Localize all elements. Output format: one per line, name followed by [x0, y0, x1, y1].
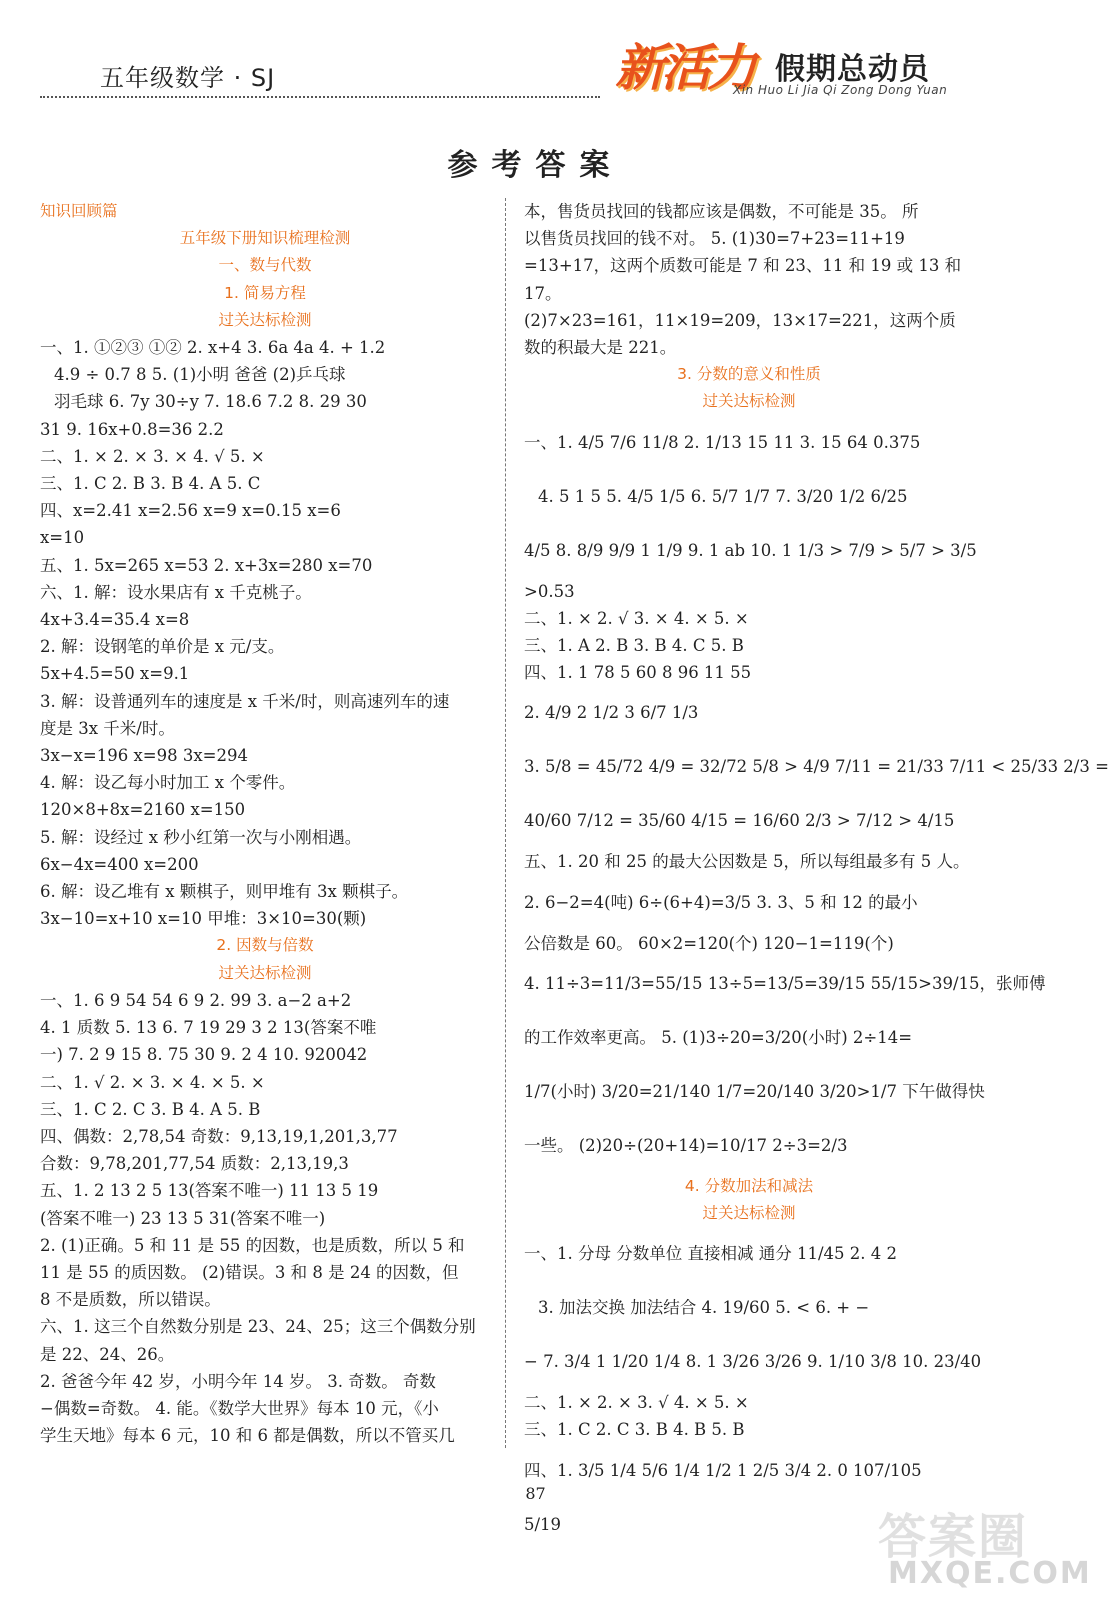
answer-line: 合数：9,78,201,77,54 质数：2,13,19,3 [40, 1154, 349, 1174]
answer-line: 4. 11÷3=11/3=55/15 13÷5=13/5=39/15 55/15>39/15，张师傅 [524, 973, 1046, 993]
answer-line: 二、1. × 2. × 3. √ 4. × 5. × [524, 1393, 749, 1413]
logo-pinyin: Xin Huo Li Jia Qi Zong Dong Yuan [733, 83, 948, 97]
answer-line: 一、1. 分母 分数单位 直接相减 通分 11/45 2. 4 2 [524, 1244, 897, 1264]
answer-line: 过关达标检测 [218, 310, 312, 329]
answer-line: 6x−4x=400 x=200 [40, 854, 199, 874]
answer-line: 2. 6−2=4(吨) 6÷(6+4)=3/5 3. 3、5 和 12 的最小 [524, 892, 918, 912]
answer-line: 2. 解：设钢笔的单价是 x 元/支。 [40, 637, 285, 657]
answer-line: 120×8+8x=2160 x=150 [40, 800, 246, 820]
answer-line: 一、数与代数 [218, 256, 312, 275]
answer-line: 学生天地》每本 6 元，10 和 6 都是偶数，所以不管买几 [40, 1426, 455, 1446]
answer-line: 5x+4.5=50 x=9.1 [40, 664, 190, 684]
logo-brand-text: 假期总动员 [775, 52, 930, 87]
answer-line: 五、1. 2 13 2 5 13(答案不唯一) 11 13 5 19 [40, 1181, 379, 1201]
column-divider [505, 198, 506, 1448]
answer-line: 数的积最大是 221。 [524, 338, 677, 358]
answer-line: 四、1. 3/5 1/4 5/6 1/4 1/2 1 2/5 3/4 2. 0 107/105 [524, 1460, 922, 1480]
answer-line: 2. (1)正确。5 和 11 是 55 的因数，也是质数，所以 5 和 [40, 1235, 465, 1255]
answer-line: 1/7(小时) 3/20=21/140 1/7=20/140 3/20>1/7 下午做得快 [524, 1081, 985, 1101]
answer-line: 3x−10=x+10 x=10 甲堆：3×10=30(颗) [40, 909, 367, 929]
answer-line: 是 22、24、26。 [40, 1344, 175, 1364]
answer-line: 过关达标检测 [702, 1204, 796, 1223]
answer-line: 羽毛球 6. 7y 30÷y 7. 18.6 7.2 8. 29 30 [54, 392, 367, 412]
left-column [40, 198, 490, 1449]
answer-line: 11 是 55 的质因数。 (2)错误。3 和 8 是 24 的因数，但 [40, 1262, 459, 1282]
answer-line: >0.53 [524, 581, 575, 601]
answer-line: 以售货员找回的钱不对。 5. (1)30=7+23=11+19 [524, 229, 905, 249]
answer-line: 三、1. A 2. B 3. B 4. C 5. B [524, 636, 744, 656]
answer-line: 2. 因数与倍数 [216, 936, 314, 955]
answer-line: 5/19 [524, 1514, 562, 1534]
answer-line: 二、1. √ 2. × 3. × 4. × 5. × [40, 1072, 265, 1092]
answer-line: 一、1. 6 9 54 54 6 9 2. 99 3. a−2 a+2 [40, 990, 352, 1010]
answer-line: 4. 5 1 5 5. 4/5 1/5 6. 5/7 1/7 7. 3/20 1/2 6/25 [538, 486, 908, 506]
answer-line: 一些。 (2)20÷(20+14)=10/17 2÷3=2/3 [524, 1135, 848, 1155]
answer-line: − 7. 3/4 1 1/20 1/4 8. 1 3/26 3/26 9. 1/10 3/8 10. 23/40 [524, 1352, 982, 1372]
header-left-title: 五年级数学 · SJ [100, 64, 276, 92]
answer-line: (答案不唯一) 23 13 5 31(答案不唯一) [40, 1208, 326, 1228]
answer-line: 3. 分数的意义和性质 [677, 365, 821, 384]
answer-line: 3. 加法交换 加法结合 4. 19/60 5. < 6. + − [538, 1298, 870, 1318]
answer-line: 本，售货员找回的钱都应该是偶数，不可能是 35。 所 [524, 202, 919, 221]
answer-line: 4x+3.4=35.4 x=8 [40, 610, 190, 630]
answer-line: 4.9 ÷ 0.7 8 5. (1)小明 爸爸 (2)乒乓球 [54, 365, 346, 385]
answer-line: 三、1. C 2. C 3. B 4. B 5. B [524, 1420, 745, 1440]
answer-line: 一、1. ①②③ ①② 2. x+4 3. 6a 4a 4. + 1.2 [40, 338, 386, 358]
answer-line: =13+17，这两个质数可能是 7 和 23、11 和 19 或 13 和 [524, 256, 962, 276]
answer-line: (2)7×23=161，11×19=209，13×17=221，这两个质 [524, 310, 956, 330]
answer-line: 五、1. 20 和 25 的最大公因数是 5，所以每组最多有 5 人。 [524, 852, 970, 872]
header-rule [40, 96, 600, 98]
answer-line: 3x−x=196 x=98 3x=294 [40, 746, 248, 766]
answer-line: 四、偶数：2,78,54 奇数：9,13,19,1,201,3,77 [40, 1126, 398, 1146]
answer-line: 五年级下册知识梳理检测 [179, 229, 351, 248]
answer-line: 一) 7. 2 9 15 8. 75 30 9. 2 4 10. 920042 [40, 1045, 368, 1065]
answer-line: 17。 [524, 283, 562, 303]
answer-line: 2. 爸爸今年 42 岁，小明今年 14 岁。 3. 奇数。 奇数 [40, 1371, 436, 1391]
answer-line: 2. 4/9 2 1/2 3 6/7 1/3 [524, 703, 699, 723]
answer-line: 8 不是质数，所以错误。 [40, 1290, 221, 1310]
answer-line: 六、1. 这三个自然数分别是 23、24、25；这三个偶数分别 [40, 1317, 476, 1337]
answer-line: 过关达标检测 [702, 392, 796, 411]
answer-line: 4/5 8. 8/9 9/9 1 1/9 9. 1 ab 10. 1 1/3 > 7/9 > 5/7 > 3/5 [524, 540, 977, 560]
answer-line: 的工作效率更高。 5. (1)3÷20=3/20(小时) 2÷14= [524, 1027, 913, 1047]
answer-line: 3. 5/8 = 45/72 4/9 = 32/72 5/8 > 4/9 7/11 = 21/33 7/11 < 25/33 2/3 = [524, 757, 1109, 777]
answer-line: 四、x=2.41 x=2.56 x=9 x=0.15 x=6 [40, 501, 341, 521]
answer-line: 一、1. 4/5 7/6 11/8 2. 1/13 15 11 3. 15 64 0.375 [524, 432, 921, 452]
answer-line: 31 9. 16x+0.8=36 2.2 [40, 419, 224, 439]
brand-logo [615, 28, 975, 103]
answer-line: 二、1. × 2. × 3. × 4. √ 5. × [40, 446, 265, 466]
watermark-url: MXQE.COM [888, 1556, 1092, 1591]
answer-line: 六、1. 解：设水果店有 x 千克桃子。 [40, 582, 312, 602]
answer-line: x=10 [40, 528, 85, 548]
answer-line: 二、1. × 2. √ 3. × 4. × 5. × [524, 608, 749, 628]
answer-line: 度是 3x 千米/时。 [40, 718, 175, 738]
answer-line: 1. 简易方程 [224, 283, 306, 302]
answer-line: 4. 1 质数 5. 13 6. 7 19 29 3 2 13(答案不唯 [40, 1018, 377, 1038]
answer-line: 三、1. C 2. C 3. B 4. A 5. B [40, 1099, 261, 1119]
page-number: 87 [525, 1484, 546, 1503]
answer-line: 5. 解：设经过 x 秒小红第一次与小刚相遇。 [40, 827, 362, 847]
answer-line: 知识回顾篇 [40, 202, 118, 220]
answer-line: 四、1. 1 78 5 60 8 96 11 55 [524, 663, 752, 683]
answer-line: 五、1. 5x=265 x=53 2. x+3x=280 x=70 [40, 555, 373, 575]
answer-line: 过关达标检测 [218, 963, 312, 982]
logo-big-text: 新活力 [615, 39, 753, 97]
answer-line: 6. 解：设乙堆有 x 颗棋子，则甲堆有 3x 颗棋子。 [40, 882, 409, 902]
answer-line: −偶数=奇数。 4. 能。《数学大世界》每本 10 元，《小 [40, 1398, 439, 1418]
watermark-logo: 答案圈 [878, 1509, 1029, 1565]
page-title: 参考答案 [447, 148, 624, 183]
answer-line: 三、1. C 2. B 3. B 4. A 5. C [40, 474, 261, 494]
answer-line: 4. 分数加法和减法 [684, 1176, 814, 1195]
answer-line: 4. 解：设乙每小时加工 x 个零件。 [40, 773, 296, 793]
answer-line: 3. 解：设普通列车的速度是 x 千米/时，则高速列车的速 [40, 691, 450, 711]
answer-line: 40/60 7/12 = 35/60 4/15 = 16/60 2/3 > 7/12 > 4/15 [524, 811, 955, 831]
answer-line: 公倍数是 60。 60×2=120(个) 120−1=119(个) [524, 933, 894, 953]
